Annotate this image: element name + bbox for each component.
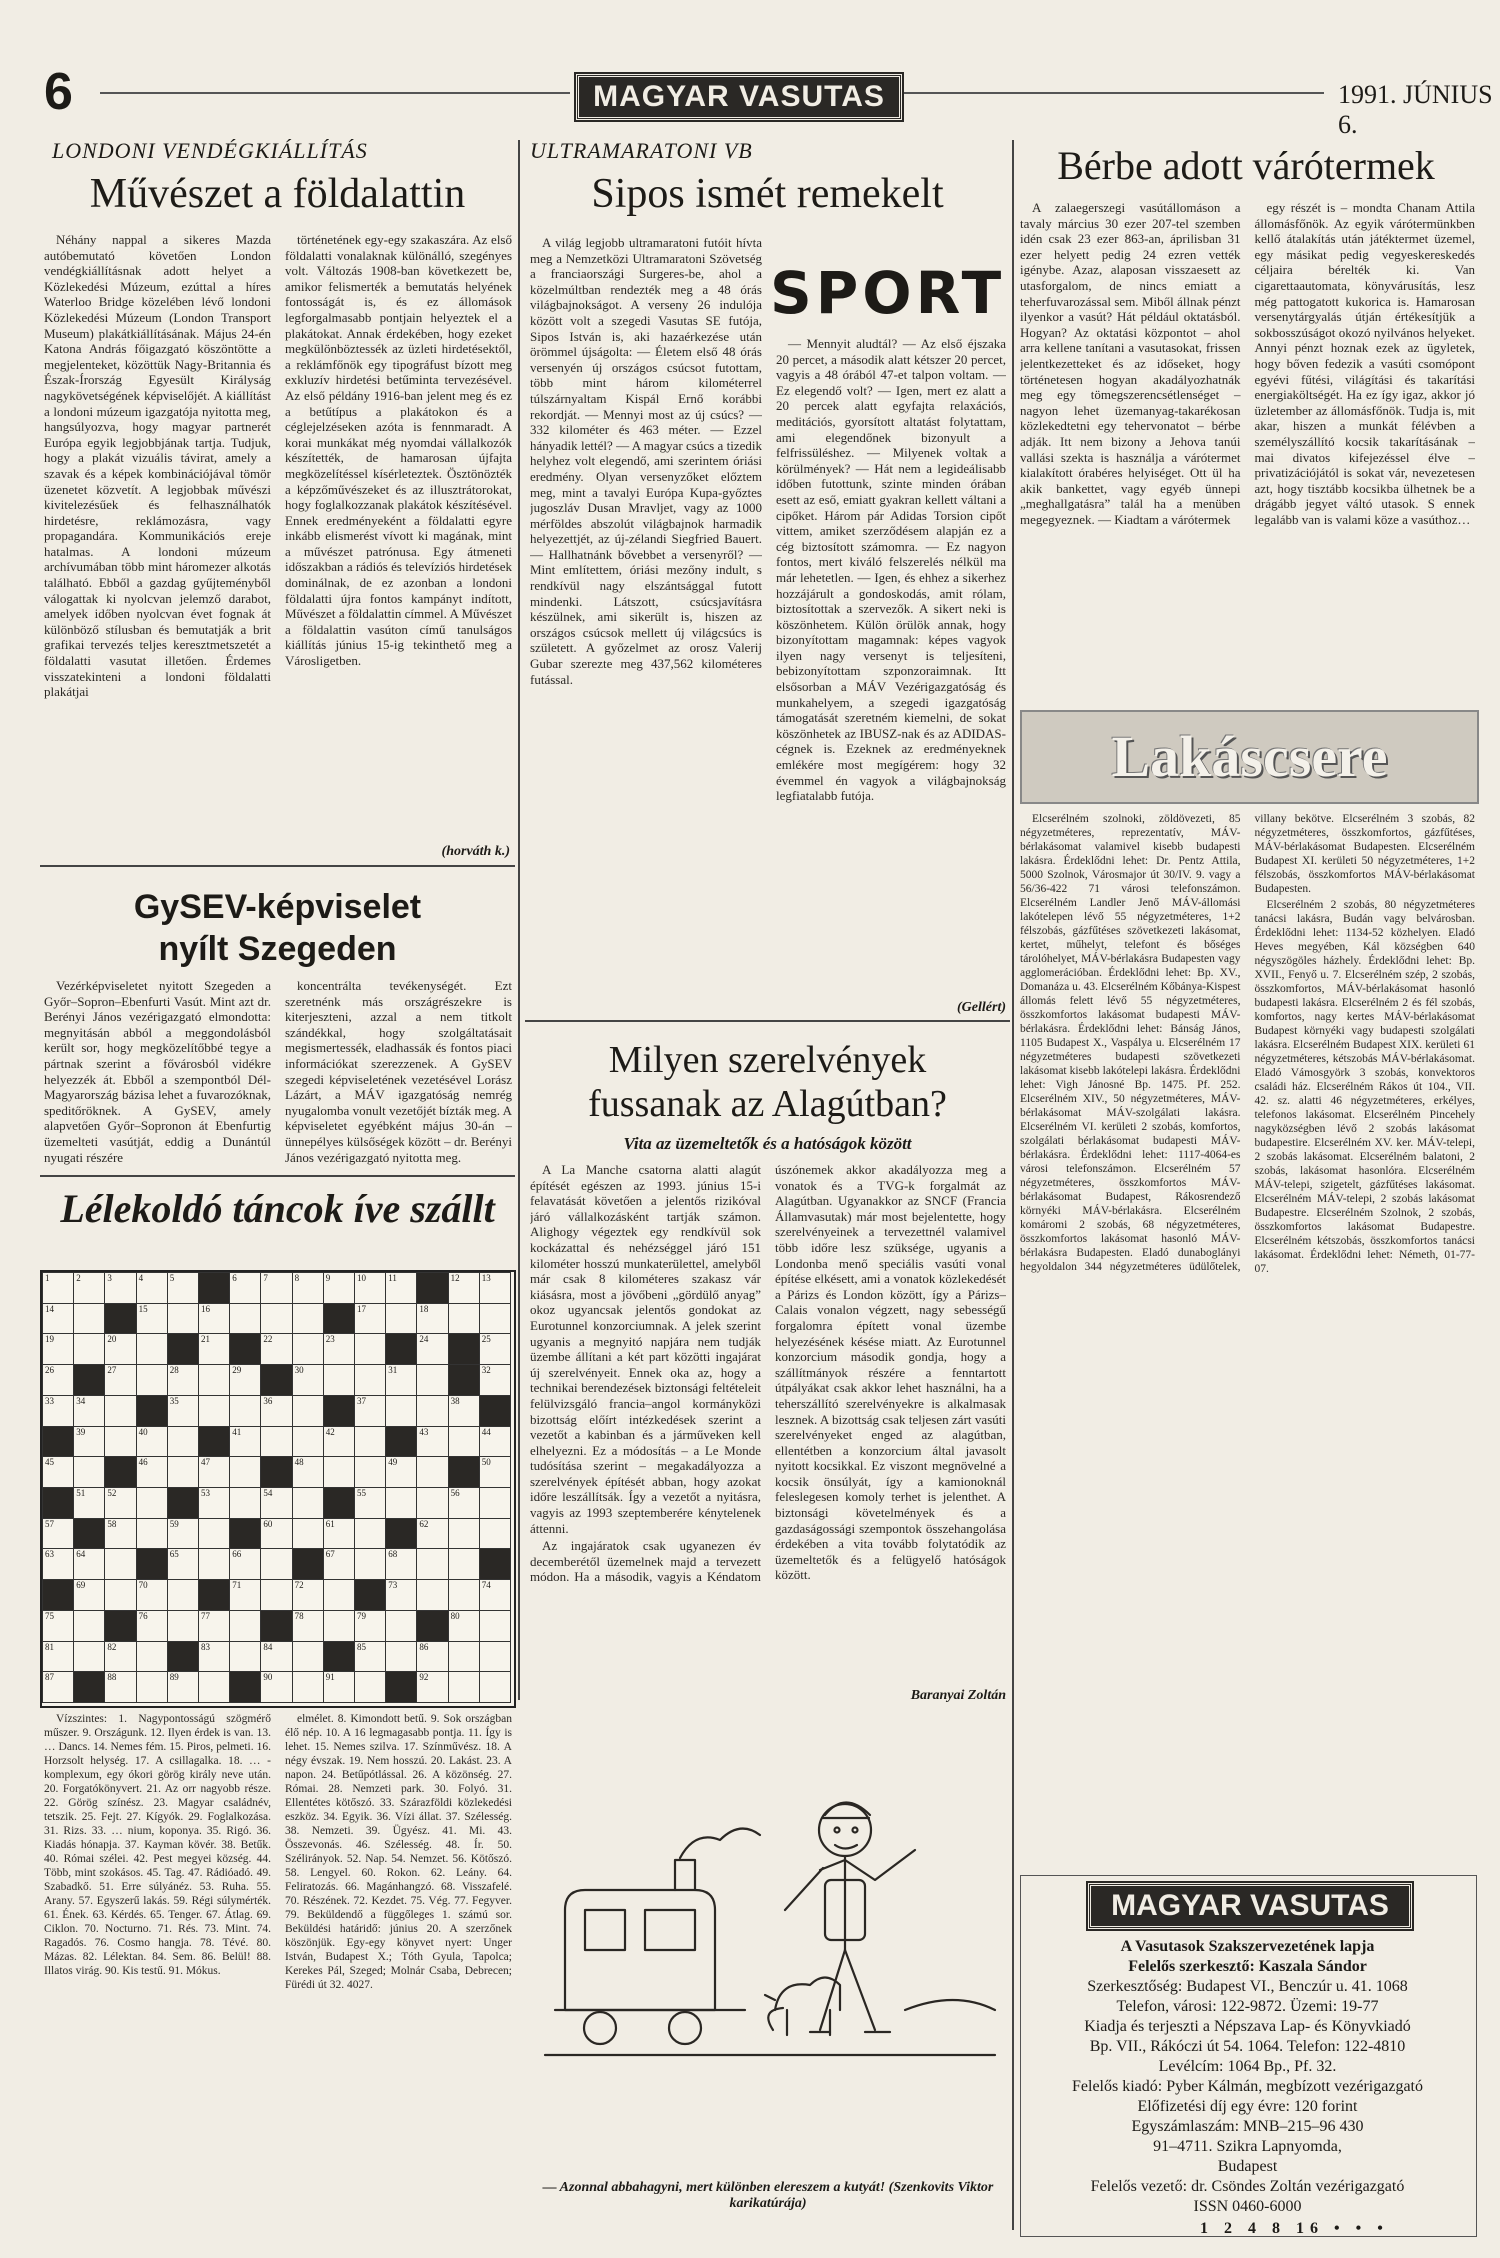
crossword-cell	[385, 1487, 417, 1519]
imprint-line: Felelős vezető: dr. Csöndes Zoltán vezérigazgató	[1090, 2178, 1405, 2195]
crossword-cell	[229, 1671, 261, 1703]
crossword-cell	[354, 1548, 386, 1580]
crossword-cell	[323, 1579, 355, 1611]
crossword-cell	[416, 1610, 448, 1642]
imprint-line: Szerkesztőség: Budapest VI., Benczúr u. 41. 1068	[1087, 1978, 1408, 1995]
crossword-cell	[136, 1364, 168, 1396]
imprint-line: Telefon, városi: 122-9872. Üzemi: 19-77	[1116, 1998, 1379, 2015]
crossword-cell	[416, 1395, 448, 1427]
crossword-cell: 85	[354, 1641, 386, 1673]
crossword-cell	[104, 1456, 136, 1488]
crossword-cell	[104, 1610, 136, 1642]
crossword-cell	[104, 1395, 136, 1427]
crossword-cell	[198, 1395, 230, 1427]
tunnel-article-body	[530, 1162, 1006, 1702]
masthead-rule-left	[100, 92, 570, 94]
crossword-cell	[323, 1487, 355, 1519]
crossword-cell	[292, 1333, 324, 1365]
crossword-cell	[323, 1395, 355, 1427]
crossword-cell	[104, 1426, 136, 1458]
crossword-cell: 2	[73, 1272, 105, 1304]
crossword-cell: 32	[479, 1364, 511, 1396]
column-divider-1	[518, 140, 520, 1700]
imprint-line: Felelős kiadó: Pyber Kálmán, megbízott vezérigazgató	[1072, 2078, 1423, 2095]
crossword-cell	[385, 1303, 417, 1335]
imprint-paper-title: MAGYAR VASUTAS	[1088, 1883, 1412, 1929]
crossword-cell: 3	[104, 1272, 136, 1304]
crossword-cell	[167, 1426, 199, 1458]
crossword-cell	[136, 1671, 168, 1703]
crossword-cell: 15	[136, 1303, 168, 1335]
crossword-cell	[73, 1518, 105, 1550]
crossword-cell: 54	[260, 1487, 292, 1519]
crossword-cell	[416, 1272, 448, 1304]
crossword-cell	[479, 1518, 511, 1550]
crossword-cell	[354, 1456, 386, 1488]
crossword-cell: 8	[292, 1272, 324, 1304]
waiting-room-paragraph-2: egy részét is – mondta Chanam Attila állomásfőnök. Az egyik várótermünkben kellő átalakítás után játéktermet üzemel, egy másikat pedig vegyeskereskedés céljaira bérelték ki. Van cigarettaautomata, könyvárusítás, lesz még pattogatott kukorica is. Hamarosan versenytárgyalás útján értékesítjük a sokbosszúságot okozó nyilvános helyeket. Annyi pénzt hoznak ezek az ügyletek, hogy bőven fedezik a vasúti csomópont egyévi fűtési, világítási és takarítási energiaköltségét. Ha ez így igaz, akkor jó üzletember az állomásfőnök. Tudja is, mit akar, hiszen a munkát félévben a személyszállító kocsik takarításának – mai divatos kifejezéssel élve – privatizációjától is sokat vár, nevezetesen azt, hogy tisztább kocsikba ülhetnek be a drágább jegyet váltó utasok. S ennek legalább van is valami köze a vasúthoz…	[1254, 200, 1475, 527]
crossword-cell	[448, 1426, 480, 1458]
tunnel-byline: Baranyai Zoltán	[780, 1688, 1006, 1704]
crossword-cell: 24	[416, 1333, 448, 1365]
crossword-cell: 51	[73, 1487, 105, 1519]
crossword-cell: 48	[292, 1456, 324, 1488]
crossword-cell: 23	[323, 1333, 355, 1365]
crossword-cell	[42, 1426, 74, 1458]
crossword-cell: 40	[136, 1426, 168, 1458]
crossword-cell	[323, 1364, 355, 1396]
crossword-cell	[416, 1579, 448, 1611]
crossword-cell	[385, 1610, 417, 1642]
crossword-cell: 35	[167, 1395, 199, 1427]
crossword-grid	[40, 1270, 516, 1708]
crossword-cell	[198, 1548, 230, 1580]
crossword-cell: 28	[167, 1364, 199, 1396]
crossword-cell	[73, 1456, 105, 1488]
crossword-clues	[44, 1712, 512, 2232]
crossword-cell: 90	[260, 1671, 292, 1703]
imprint-line: Egyszámlaszám: MNB–215–96 430	[1131, 2118, 1364, 2135]
classified-ads-part-1: Elcserélném szolnoki, zöldövezeti, 85 négyzetméteres, reprezentatív, MÁV-bérlakásomat valamivel kisebb budapesti lakásra. Érdeklődni lehet: Dr. Pentz Attila, 5000 Szolnok, Városmajor út 30/IV. 9. vagy a 56/36-422 71 városi telefonszámon. Elcserélném Landler Jenő MÁV-állomási lakótelepen lévő 55 négyzetméteres, 1+2 félszobás, gázfűtéses szövetkezeti lakásomat, kertet, műhelyt, telefont és bőséges tárolóhelyet, MÁV-bérlakásra Budapesten vagy agglomerációban. Érdeklődni lehet: Bp. XV., Domanáza u. 43. Elcserélném Kőbánya-Kispest állomás felett lévő 55 négyzetméteres, összkomfortos lakásomat budapesti MÁV-bérlakásra. Érdeklődni lehet: Bánság János, 1105 Budapest X., Vaspálya u. Elcserélném 17 négyzetméteres budapesti szövetkezeti lakásomat kisebb lakótelepi lakásra. Érdeklődni lehet: Vigh Jánosné Bp. 1475. Pf. 252. Elcserélném XIV., 50 négyzetméteres, MÁV-bérlakásomat MÁV-szolgálati lakásra. Elcserélném VI. kerületi 2 szobás, komfortos, szolgálati bérlakásomat budapesti MÁV-bérlakásra. Érdeklődni lehet: 1117-4064-es városi telefonszámon. Elcserélném 57 négyzetméteres, összkomfortos MÁV-bérlakásomat Budapest, Rákosrendező környéki MÁV-bérlakásra. Elcserélném komáromi 2 szobás, 68 négyzetméteres, összkomfortos lakásomat hasonló MÁV-bérlakásra Budapesten. Eladó dunaboglányi hegyoldalon 344 négyzetméteres üdülőtelek, villany bekötve. Elcserélném 3 szobás, 82 négyzetméteres, összkomfortos, gázfűtéses, MÁV-bérlakásomat Budapesten. Elcserélném Budapest XI. kerületi 50 négyzetméteres, 1+2 félszobás, összkomfortos MÁV-bérlakásomat Budapesten.	[1020, 813, 1475, 1273]
tunnel-headline-line-1: Milyen szerelvények	[608, 1039, 927, 1081]
crossword-cell	[167, 1579, 199, 1611]
crossword-cell: 88	[104, 1671, 136, 1703]
crossword-cell: 59	[167, 1518, 199, 1550]
crossword-cell	[42, 1487, 74, 1519]
cartoon-illustration	[525, 1710, 1010, 2180]
crossword-cell	[385, 1671, 417, 1703]
housing-exchange-banner: Lakáscsere	[1020, 710, 1479, 804]
crossword-cell: 21	[198, 1333, 230, 1365]
crossword-cell	[292, 1548, 324, 1580]
crossword-cell: 57	[42, 1518, 74, 1550]
crossword-cell: 55	[354, 1487, 386, 1519]
crossword-cell: 66	[229, 1548, 261, 1580]
crossword-cell	[479, 1487, 511, 1519]
art-kicker: LONDONI VENDÉGKIÁLLÍTÁS	[52, 138, 368, 163]
crossword-cell: 52	[104, 1487, 136, 1519]
crossword-cell: 87	[42, 1671, 74, 1703]
crossword-cell: 49	[385, 1456, 417, 1488]
crossword-cell	[136, 1333, 168, 1365]
crossword-cell	[354, 1426, 386, 1458]
crossword-cell	[167, 1303, 199, 1335]
crossword-cell	[416, 1487, 448, 1519]
crossword-cell	[479, 1671, 511, 1703]
crossword-cell: 84	[260, 1641, 292, 1673]
imprint-line: ISSN 0460-6000	[1193, 2198, 1302, 2215]
gysev-paragraph-2: koncentrálta tevékenységét. Ezt szeretnénk más országrészekre is kiterjeszteni, azzal a nem titkolt szándékkal, hogy szolgáltatásait megismertessék, eladhassák és fontos piaci információkat szerezzenek. A GySEV szegedi képviseletének vezetésével Lorász Lázárt, a MÁV igazgatóság nemrég nyugalomba vonult vezetőjét bízták meg. A képviseletet egyébként május 30-án – ünnepélyes külsőségek között – dr. Berényi János vezérigazgató nyitotta meg.	[285, 978, 512, 1165]
crossword-cell: 18	[416, 1303, 448, 1335]
crossword-cell	[448, 1579, 480, 1611]
crossword-cell	[229, 1518, 261, 1550]
gysev-headline-line-2: nyílt Szegeden	[158, 930, 397, 968]
crossword-cell: 47	[198, 1456, 230, 1488]
crossword-cell: 4	[136, 1272, 168, 1304]
crossword-cell: 25	[479, 1333, 511, 1365]
crossword-cell	[136, 1548, 168, 1580]
crossword-cell: 31	[385, 1364, 417, 1396]
crossword-cell	[323, 1641, 355, 1673]
crossword-cell: 43	[416, 1426, 448, 1458]
crossword-cell	[385, 1395, 417, 1427]
crossword-cell	[354, 1671, 386, 1703]
classified-ads-part-2: Elcserélném 2 szobás, 80 négyzetméteres tanácsi lakásra, Budán vagy belvárosban. Érdeklődni lehet: 1134-52 közhelyen. Eladó Heves megyében, Kál községben 640 négyszögöles házhely. Érdeklődni lehet: Bp. XVII., Fenyő u. 7. Elcserélném szép, 2 szobás, összkomfortos, MÁV-bérlakásomat hasonló budapesti lakásra. Elcserélném 2 és fél szobás, komfortos, nagy kertes MÁV-bérlakásomat Budapest környéki vagy budapesti szolgálati lakásra. Elcserélném Budapest XIX. kerületi 61 négyzetméteres, kétszobás MÁV-bérlakásomat. Eladó Vámosgyörk 3 szobás, konvektoros családi ház. Elcserélném Rákos út 104., VII. 42. sz. alatti 46 négyzetméteres, erkélyes, telefonos lakásomat. Elcserélném Pincehely nagyközségben lévő 2 szobás lakásomat budapestire. Elcserélném XV. ker. MÁV-telepi, 2 szobás lakásomat. Elcserélném balatoni, 2 szobás, lakásomat hasonlóra. Elcserélném MÁV-telepi, szigetelt, gázfűtéses lakásomat. Elcserélném MÁV-telepi, 2 szobás lakásomat Budapestre. Elcserélném Szolnok, 2 szobás, összkomfortos lakásomat Budapestre. Elcserélném kétszobás, összkomfortos tanácsi lakásomat. Érdeklődni lehet: Németh, 01-77-07.	[1254, 899, 1475, 1275]
crossword-cell	[104, 1548, 136, 1580]
tunnel-paragraph-1: A La Manche csatorna alatti alagút építését egészen az 1993. június 15-i felavatását követően a jelentős rizikóval járó vállalkozásként tartják számon. Alighogy végeztek egy rendkívül sok kockázattal és nehézséggel járó 151 kilométer hosszú munkaterülettel, amelyből már csak 8 kilométeres szakasz vár kiásásra, most a jövőbeni „gördülő anyag” okoz ugyancsak jelentős gondokat az Eurotunnel konzorciumnak. A jelek szerint ugyanis a megnyitó napjára nem tudják üzembe állítani a két part közötti ingajárat új szerelvényeit. Ennek oka az, hogy a technikai berendezések biztonsági feltételeit felülvizsgáló francia–angol kormányközi bizottság előírt intézkedések szerint a vezetőt a kabinban és a járműveken kell elhelyezni. Ez a módosítás – a Le Monde tudósítása szerint – megakadályozza a szerelvények építését abban, hogy azokat időre leszállítsák. Így a vezetőt a nyitásra, vagyis az 1993 szeptemberére kénytelenek áttenni.	[530, 1162, 761, 1536]
crossword-cell: 53	[198, 1487, 230, 1519]
sport-paragraph-2: — Mennyit aludtál? — Az első éjszaka 20 percet, a második alatt kétszer 20 percet, vagyis a 48 órából 47-et talpon voltam. — Ez elegendő volt? — Igen, mert ez alatt a 20 percek alatt egyfajta relaxációs, meditációs, gyorsított altatást folytattam, ami elegendőnek bizonyult a felfrissüléshez. — Milyenek voltak a körülmények? — Hát nem a legideálisabb időben futottunk, szinte minden órában esett az eső, emiatt gyakran kellett váltani a cipőket. Három pár Adidas Torsion cipőt vittem, amiket szerződésem alapján ez a cég biztosított számomra. — Ez nagyon fontos, mert kiváló felszerelés nélkül ma már lehetetlen. — Igen, és ehhez a sikerhez hozzájárult a gondoskodás, amit rólam, biztosítottak a szervezők. A sikert neki is köszönhetem. Külön örülök annak, hogy bizonyítottam magamnak: képes vagyok ilyen nagy versenyt is teljesíteni, bebizonyítottam szponzoraimnak. Itt elsősorban a MÁV Vezérigazgatóság és munkahelyem, a szegedi igazgatóság támogatását szeretném kiemelni, de sokat köszönhetek az IBUSZ-nak és az ADIDAS-cégnek is. Ezeknek az eredményeknek emlékére most megígérem: hogy 32 évemmel én vagyok a világbajnokság legfiatalabb futója.	[776, 336, 1006, 804]
crossword-cell: 44	[479, 1426, 511, 1458]
waiting-room-paragraph-1: A zalaegerszegi vasútállomáson a tavaly március 30 ezer 207-tel szemben idén csak 23 ezer 863-an, áprilisban 31 ezer helyett pedig 24 ezren vették igénybe. Azaz, alaposan visszaesett az utasforgalom, de nincs emiatt a teherfuvarozással sem. Miből állnak pénzt ilyenkor a vasút? Hát például oktatásból. Hogyan? Az oktatási központot – ahol arra kellene tanítani a vasutasokat, frissen jelentkezetteket és az időseket, hogy történetesen hogyan akadályozhatnák meg egy tömegszerencsétlenséget – nagyon lehet üzemanyag-takarékosan közlekedtetni egy tehervonatot – bérbe adják. Itt nem bizony a Jehova tanúi vallási szekta is használja a várótermet kialakított órabéres helyiséget. Ott ül ha akik bankettet, vagy egyéb ünnepi „meghallgatásra” talál ha a menüben megegyeznek. — Kiadtam a várótermek	[1020, 200, 1241, 527]
imprint-line: Előfizetési díj egy évre: 120 forint	[1137, 2098, 1358, 2115]
crossword-cell	[136, 1395, 168, 1427]
crossword-cell: 78	[292, 1610, 324, 1642]
crossword-cell	[198, 1426, 230, 1458]
sport-headline: Sipos ismét remekelt	[591, 171, 944, 217]
crossword-cell: 69	[73, 1579, 105, 1611]
paper-title: MAGYAR VASUTAS	[576, 74, 902, 120]
crossword-cell	[73, 1671, 105, 1703]
crossword-cell: 62	[416, 1518, 448, 1550]
crossword-cell	[385, 1641, 417, 1673]
crossword-cell	[448, 1303, 480, 1335]
crossword-cell	[260, 1456, 292, 1488]
crossword-cell	[292, 1303, 324, 1335]
crossword-cell: 29	[229, 1364, 261, 1396]
crossword-cell: 76	[136, 1610, 168, 1642]
crossword-cell: 60	[260, 1518, 292, 1550]
sport-paragraph-1: A világ legjobb ultramaratoni futóit hívta meg a Nemzetközi Ultramaratoni Szövetség a franciaországi Surgeres-be, ahol a közelmúltban rendezték meg a 48 órás világbajnokságot. A verseny 26 indulója között volt a szegedi Vasutas SE futója, Sipos István is, aki hazaérkezése után örömmel újságolta: — Életem első 48 órás versenyén új országos csúcsot futottam, több mint három kilométerrel túlszárnyaltam Kispál Ernő korábbi rekordját. — Mennyi most az új csúcs? — 332 kilométer és 463 méter. — Ezzel hányadik lettél? — A magyar csúcs a tizedik helyhez volt elegendő, ami szerintem óriási eredmény. Olyan versenyzőket előztem meg, mint a tavalyi Európa Kupa-győztes jugoszláv Dusan Mravljet, vagy az 1000 mérföldes abszolút világbajnok harmadik helyezettjét, az új-zélandi Siegfried Bauert. — Hallhatnánk bővebbet a versenyről? — Mint említettem, óriási mezőny indult, s rendkívül nagy elszántsággal futott mindenki. Látszott, csúcsjavításra készülnek, ami sikerült is, hiszen az országos csúcsok mellett új világcsúcs is született. A győzelmet az orosz Valerij Gubar szerezte meg 437,562 kilométeres futással.	[530, 235, 762, 687]
crossword-cell	[167, 1610, 199, 1642]
crossword-cell	[136, 1487, 168, 1519]
crossword-cell	[260, 1548, 292, 1580]
crossword-cell: 65	[167, 1548, 199, 1580]
crossword-cell: 14	[42, 1303, 74, 1335]
imprint-line: 91–4711. Szikra Lapnyomda,	[1153, 2138, 1342, 2155]
crossword-cell: 5	[167, 1272, 199, 1304]
crossword-cell	[73, 1333, 105, 1365]
crossword-cell: 36	[260, 1395, 292, 1427]
crossword-cell: 39	[73, 1426, 105, 1458]
crossword-cell: 42	[323, 1426, 355, 1458]
tunnel-headline-line-2: fussanak az Alagútban?	[588, 1083, 947, 1125]
crossword-cell: 46	[136, 1456, 168, 1488]
imprint-line: A Vasutasok Szakszervezetének lapja	[1120, 1938, 1375, 1955]
art-headline: Művészet a földalattin	[89, 171, 466, 217]
crossword-cell: 38	[448, 1395, 480, 1427]
art-paragraph-2: történetének egy-egy szakaszára. Az első földalatti vonalaknak különálló, szegényes volt. Változás 1908-ban következett be, amikor felismerték a bemutatás helyének fontosságát is, és ez állomások legforgalmasabb pontjain helyeztek el a plakátokat. Annak érdekében, hogy ezeket megkülönböztessék az üzleti hirdetésektől, a reklámfőnök egy tipográfust bízott meg exkluzív hirdetési betűminta tervezésével. Az első példány 1916-ban jelent meg és ez a betűtípus a plakátokon és a céglejelzéseken azóta is fennmaradt. A korai munkákat még nyomdai vállalkozók készítették, de hamarosan újfajta megközelítéssel kísérleteztek. Ösztönözték a képzőművészeket és az illusztrátorokat, hogy foglalkozzanak plakátok készítésével. Ennek eredményeként a földalatti egyre inkább elismerést vívott ki magának, mint a művészet patrónusa. Egy átmeneti időszakban a rádiós és televíziós hirdetések dominálnak, de ez azonban a londoni földalatti újra fontos kampányt indított, Művészet a földalattin címmel. A Művészet a földalattin vasúton című tanulságos kiállítás június 15-ig tekinthető meg a Városligetben.	[285, 232, 512, 669]
crossword-cell: 68	[385, 1548, 417, 1580]
crossword-cell: 17	[354, 1303, 386, 1335]
crossword-cell	[229, 1333, 261, 1365]
crossword-cell	[292, 1671, 324, 1703]
crossword-cell: 20	[104, 1333, 136, 1365]
crossword-cell	[479, 1610, 511, 1642]
crossword-cell	[448, 1641, 480, 1673]
crossword-cell	[323, 1303, 355, 1335]
imprint-line: Levélcím: 1064 Bp., Pf. 32.	[1158, 2058, 1337, 2075]
crossword-cell: 70	[136, 1579, 168, 1611]
crossword-cell: 10	[354, 1272, 386, 1304]
crossword-cell	[260, 1610, 292, 1642]
crossword-cell	[229, 1487, 261, 1519]
crossword-cell	[292, 1395, 324, 1427]
sport-article-body-right	[776, 336, 1006, 1016]
crossword-cell: 11	[385, 1272, 417, 1304]
waiting-room-article-body	[1020, 200, 1475, 690]
imprint-line: Bp. VII., Rákóczi út 54. 1064. Telefon: 122-4810	[1089, 2038, 1406, 2055]
crossword-cell: 13	[479, 1272, 511, 1304]
masthead-rule-right	[904, 92, 1324, 94]
crossword-cell	[448, 1364, 480, 1396]
crossword-cell	[479, 1395, 511, 1427]
sport-byline: (Gellért)	[957, 1000, 1006, 1015]
crossword-cell	[42, 1579, 74, 1611]
crossword-cell	[354, 1364, 386, 1396]
crossword-cell: 77	[198, 1610, 230, 1642]
crossword-cell: 71	[229, 1579, 261, 1611]
crossword-cell	[323, 1610, 355, 1642]
crossword-cell: 50	[479, 1456, 511, 1488]
crossword-cell: 45	[42, 1456, 74, 1488]
crossword-cell: 61	[323, 1518, 355, 1550]
crossword-cell	[73, 1364, 105, 1396]
crossword-cell: 86	[416, 1641, 448, 1673]
crossword-cell	[448, 1671, 480, 1703]
crossword-cell: 16	[198, 1303, 230, 1335]
crossword-cell	[260, 1426, 292, 1458]
crossword-cell	[292, 1426, 324, 1458]
crossword-cell	[198, 1671, 230, 1703]
crossword-cell	[448, 1456, 480, 1488]
art-paragraph-1: Néhány nappal a sikeres Mazda autóbemutató követően London vendégkiállításnak adott helyet a Közlekedési Múzeum, ezúttal a híres Waterloo Bridge közelében lévő londoni Közlekedési Múzeum (London Transport Museum) plakátkiállításának. Május 24-én Katona András főigazgató köszöntötte a megjelenteket, közöttük Nagy-Britannia és Észak-Írország Egyesült Királyság nagykövetségének képviselőjét. A kiállítást a londoni múzeum igazgatója nyitotta meg, hangsúlyozva, hogy magyar partnerét Európa egyik legjobbjának tartja. Tudjuk, hogy a plakát vizuális távirat, amely a szavak és a képek kombinációjával tömör üzenetet közvetít. A legjobbak művészi kivitelezésűek és felhasználhatók hirdetésre, reklámozásra, vagy propagandára. Kommunikációs ereje hatalmas. A londoni múzeum archívumában több mint háromezer alkotás található. Ebből a gazdag gyűjteményből válogattak ki nyolcvan jelemző darabot, amelyek időben nyolcvan évet fognak át különböző stílusban és bemutatják a brit grafikai tervezés teljes keresztmetszetét a földalatti vasutat illetően. Érdemes visszatekinteni a londoni földalatti plakátjai	[44, 232, 271, 700]
classified-ads	[1020, 812, 1475, 1862]
page-number: 6	[44, 63, 73, 121]
gysev-article-body	[44, 978, 512, 1168]
crossword-cell: 37	[354, 1395, 386, 1427]
crossword-cell: 63	[42, 1548, 74, 1580]
crossword-cell: 58	[104, 1518, 136, 1550]
crossword-cell	[136, 1641, 168, 1673]
crossword-cell	[479, 1548, 511, 1580]
crossword-cell: 56	[448, 1487, 480, 1519]
crossword-cell	[167, 1333, 199, 1365]
crossword-cell	[260, 1303, 292, 1335]
crossword-cell: 19	[42, 1333, 74, 1365]
imprint-details	[1025, 1937, 1470, 2217]
crossword-cell	[167, 1456, 199, 1488]
imprint-code-marks: 1 2 4 8 16 • • •	[1200, 2220, 1389, 2237]
crossword-cell: 72	[292, 1579, 324, 1611]
crossword-cell: 83	[198, 1641, 230, 1673]
crossword-cell	[73, 1610, 105, 1642]
crossword-cell	[479, 1303, 511, 1335]
column-divider-2	[1012, 140, 1014, 2230]
crossword-cell	[385, 1426, 417, 1458]
crossword-cell	[448, 1548, 480, 1580]
crossword-cell	[167, 1487, 199, 1519]
crossword-cell: 1	[42, 1272, 74, 1304]
gysev-paragraph-1: Vezérképviseletet nyitott Szegeden a Győr–Sopron–Ebenfurti Vasút. Mint azt dr. Berényi János vezérigazgató elmondotta: megnyitásán abból a meggondolásból került sor, hogy megközelítőbbé tegye a pártnak szerint a fővárosból vidékre helyezzék át. Ebből a szempontból Dél-Magyarország bázisa lehet a fuvarozóknak, speditőröknek. A GySEV, amely alapvetően Győr–Sopronon át Ebenfurtig üzemelteti vasútját, eddig a Dunántúl nyugati részére	[44, 978, 271, 1165]
crossword-cell: 74	[479, 1579, 511, 1611]
crossword-cell	[229, 1610, 261, 1642]
crossword-cell: 75	[42, 1610, 74, 1642]
crossword-cell: 7	[260, 1272, 292, 1304]
section-divider-art	[40, 865, 515, 867]
crossword-cell	[198, 1579, 230, 1611]
crossword-cell	[292, 1518, 324, 1550]
crossword-cell	[229, 1395, 261, 1427]
imprint-line: Budapest	[1217, 2158, 1278, 2175]
cartoon-drawing	[525, 1710, 1010, 2130]
crossword-cell	[229, 1641, 261, 1673]
crossword-cell: 67	[323, 1548, 355, 1580]
crossword-clues-horizontal: Vízszintes: 1. Nagypontosságú szögmérő műszer. 9. Országunk. 12. Ilyen érdek is van. 13. … Dancs. 14. Nemes fém. 15. Piros, pelmeti. 16. Horzsolt helység. 17. A csillagalka. 18. … -komplexum, egy ókori görög király neve után. 20. Forgatókönyvert. 21. Az orr nagyobb része. 22. Görög színész. 23. Magyar családnév, tetszik. 25. Fejt. 27. Kígyók. 29. Foglalkozása. 31. Rizs. 33. … nium, koponya. 35. Rigó. 36. Kiadás hónapja. 37. Kayman kövér. 38. Betűk. 40. Római szélei. 42. Pest megyei község. 44. Több, mint szokásos. 45. Tag. 47. Rádióadó. 49. Szabadkő. 51. Erre súlyánéz. 53. Ruha. 55. Arany. 57. Egyszerű lakás. 59. Régi súlymérték. 61. Ének. 63. Kérdés. 65. Tenger. 67. Átlag. 69. Ciklon. 70. Nocturno. 71. Rés. 73. Mint. 74. Ragadós. 76. Cosmo hangja. 78. Tévé. 80. Mázas. 82. Lélektan. 84. Sem. 86. Belül! 88. Illatos virág. 90. Kis testű. 91. Mókus.	[44, 1713, 271, 1977]
crossword-cell	[73, 1303, 105, 1335]
crossword-cell: 34	[73, 1395, 105, 1427]
imprint-line: Kiadja és terjeszti a Népszava Lap- és Könyvkiadó	[1084, 2018, 1411, 2035]
waiting-room-headline: Bérbe adott várótermek	[1057, 143, 1435, 188]
crossword-cell	[354, 1333, 386, 1365]
crossword-cell: 82	[104, 1641, 136, 1673]
art-byline: (horváth k.)	[441, 844, 510, 859]
tunnel-paragraph-2: Az ingajáratok csak ugyanezen év decemberétől üzemelnek majd a tervezett módon. Ha a második, vagyis a Kéndatom úszónemek akkor akadályozza meg a vonatok és a TVG-k forgalmát az Alagútban. Ugyanakkor az SNCF (Francia Államvasutak) már most bejelentette, hogy szerelvényeinek a tervezettnél valamivel több időre lesz szüksége, ugyanis a Londonba menő speciális vasúti vonal építése elkésett, ami a vonatok közlekedését a Párizs és London között, így a Párizs–Calais vonalon végzett, nagy sebességű forgalomra épített vonal üzembe helyezésének késése miatt. Az Eurotunnel konzorcium második gondja, hogy a szállítmányok részére a fenntartott útpályákat csak akkor lehet használni, ha a teherszállító szerelvényekre is alkalmasak lesznek. A bizottság csak teljesen zárt vasúti szerelvényeket enged az alagútban, ellentétben a konzorcium által javasolt nyitott kocsikkal. Ez viszont megnövelné a kocsik önsúlyát, így a kamionoknál feleslegesen komoly terhet is jelenthet. A biztonsági követelmények és a gazdaságossági szempontok összehangolása érdekében a vita tovább folytatódik az üzemeltetők és a felügyelő hatóságok között.	[530, 1162, 1006, 1585]
crossword-cell	[104, 1303, 136, 1335]
sport-logo: SPORT	[770, 259, 1006, 327]
crossword-cell: 22	[260, 1333, 292, 1365]
sport-article-body-left	[530, 235, 762, 1005]
crossword-cell: 73	[385, 1579, 417, 1611]
crossword-cell	[136, 1518, 168, 1550]
crossword-cell: 6	[229, 1272, 261, 1304]
crossword-cell	[167, 1641, 199, 1673]
crossword-cell	[198, 1364, 230, 1396]
issue-date: 1991. JÚNIUS 6.	[1338, 80, 1493, 139]
crossword-cell	[448, 1518, 480, 1550]
gysev-headline-line-1: GySEV-képviselet	[133, 888, 422, 926]
crossword-cell: 41	[229, 1426, 261, 1458]
crossword-cell: 26	[42, 1364, 74, 1396]
crossword-cell	[104, 1579, 136, 1611]
art-article-body	[44, 232, 512, 792]
crossword-cell	[416, 1456, 448, 1488]
crossword-cell: 30	[292, 1364, 324, 1396]
crossword-cell	[479, 1641, 511, 1673]
crossword-cell: 91	[323, 1671, 355, 1703]
crossword-cell	[385, 1518, 417, 1550]
section-divider-sport	[525, 1020, 1010, 1022]
crossword-cell	[448, 1333, 480, 1365]
crossword-clues-vertical: elmélet. 8. Kimondott betű. 9. Sok országban élő nép. 10. A 16 legmagasabb pontja. 11. Így is lehet. 15. Nemes szilva. 17. Színművész. 18. A négy évszak. 19. Nem hosszú. 20. Lakást. 23. A napon. 24. Betűpótlással. 26. A közönség. 27. Római. 28. Nemzeti park. 30. Folyó. 31. Ellentétes kötőszó. 33. Szárazföldi közlekedési eszköz. 34. Egyik. 36. Vízi állat. 37. Szélesség. 38. Nemzeti. 39. Ügyész. 41. Mi. 43. Összevonás. 46. Szélesség. 48. Ír. 50. Szélirányok. 52. Nap. 54. Nemzet. 56. Kötőszó. 58. Lengyel. 60. Rokon. 62. Leány. 64. Feliratozás. 66. Magánhangzó. 68. Visszafelé. 70. Részének. 72. Kezdet. 75. Vég. 77. Fegyver. 79. Beküldendő a függőleges 1. számú sor. Beküldési határidő: június 20. A szerzőnek köszönjük. Egy-egy könyvet nyert: Unger István, Budapest X.; Tóth Gyula, Tapolca; Kerekes Pál, Szeged; Molnár Csaba, Debrecen; Fürédi út 32. 4027.	[285, 1713, 512, 1991]
crossword-cell	[73, 1641, 105, 1673]
crossword-cell	[198, 1518, 230, 1550]
crossword-cell: 9	[323, 1272, 355, 1304]
crossword-cell: 12	[448, 1272, 480, 1304]
crossword-cell	[354, 1518, 386, 1550]
crossword-cell	[229, 1303, 261, 1335]
crossword-cell: 80	[448, 1610, 480, 1642]
crossword-cell	[292, 1641, 324, 1673]
crossword-cell: 64	[73, 1548, 105, 1580]
crossword-cell: 79	[354, 1610, 386, 1642]
crossword-cell	[198, 1272, 230, 1304]
crossword-cell: 27	[104, 1364, 136, 1396]
crossword-cell	[354, 1579, 386, 1611]
crossword-cell	[229, 1456, 261, 1488]
crossword-cell	[260, 1579, 292, 1611]
crossword-cell	[323, 1456, 355, 1488]
crossword-cell: 92	[416, 1671, 448, 1703]
crossword-title: Lélekoldó táncok íve szállt	[60, 1186, 495, 1231]
sport-kicker: ULTRAMARATONI VB	[530, 138, 753, 163]
crossword-cell: 89	[167, 1671, 199, 1703]
crossword-cell: 81	[42, 1641, 74, 1673]
section-divider-gysev	[40, 1175, 515, 1177]
cartoon-caption: — Azonnal abbahagyni, mert különben elereszem a kutyát! (Szenkovits Viktor karikatúrája)	[542, 2180, 994, 2211]
crossword-cell	[292, 1487, 324, 1519]
tunnel-subhead: Vita az üzemeltetők és a hatóságok között	[623, 1134, 912, 1153]
imprint-line: Felelős szerkesztő: Kaszala Sándor	[1128, 1958, 1367, 1975]
crossword-cell	[416, 1548, 448, 1580]
crossword-cell	[260, 1364, 292, 1396]
crossword-cell	[416, 1364, 448, 1396]
crossword-cell: 33	[42, 1395, 74, 1427]
crossword-cell	[385, 1333, 417, 1365]
